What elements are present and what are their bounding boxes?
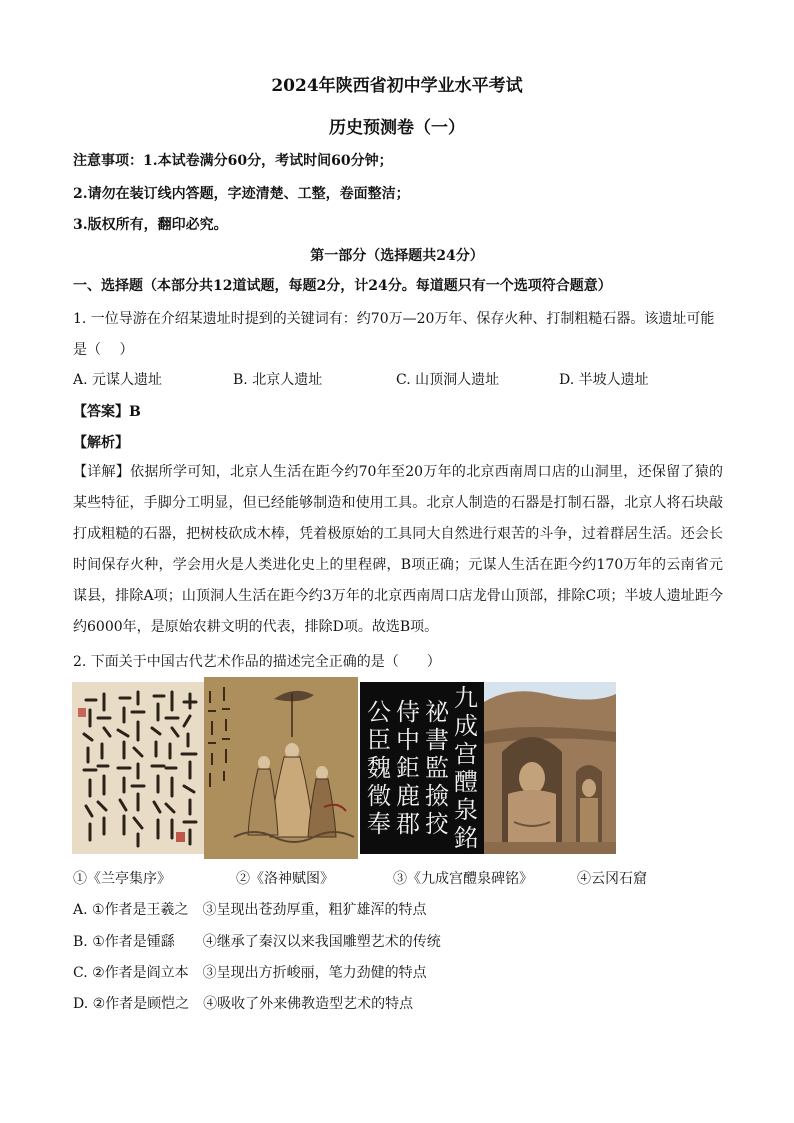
lanting-scroll-art bbox=[72, 682, 204, 854]
q2-stem: 2. 下面关于中国古代艺术作品的描述完全正确的是（ ） bbox=[73, 654, 441, 670]
q2-choice-d: D. ②作者是顾恺之 ④吸收了外来佛教造型艺术的特点 bbox=[73, 996, 414, 1012]
lanting-calligraphy-image bbox=[72, 682, 204, 854]
yungang-grottoes-art bbox=[484, 682, 616, 854]
luoshen-painting-art bbox=[204, 677, 358, 859]
section-heading: 一、选择题（本部分共12道试题，每题2分，计24分。每道题只有一个选项符合题意） bbox=[73, 278, 612, 294]
stele-column-2: 祕書監撿挍 bbox=[425, 698, 449, 838]
jiuchenggong-stele-image bbox=[360, 682, 484, 854]
q1-option-b: B. 北京人遗址 bbox=[233, 372, 323, 388]
q1-option-c: C. 山顶洞人遗址 bbox=[396, 372, 500, 388]
q2-choice-b: B. ①作者是锺繇 ④继承了秦汉以来我国雕塑艺术的传统 bbox=[73, 934, 441, 950]
yungang-grottoes-image bbox=[484, 682, 616, 854]
stele-column-3: 侍中鉅鹿郡 bbox=[396, 698, 420, 838]
caption-3: ③《九成宫醴泉碑铭》 bbox=[393, 871, 533, 887]
stele-column-4: 公臣魏徵奉 bbox=[367, 698, 391, 838]
luoshen-painting-image bbox=[204, 677, 358, 859]
q2-choice-c: C. ②作者是阎立本 ③呈现出方折峻丽，笔力劲健的特点 bbox=[73, 965, 427, 981]
q1-option-a: A. 元谋人遗址 bbox=[73, 372, 163, 388]
q1-detail: 【详解】依据所学可知，北京人生活在距今约70年至20万年的北京西南周口店的山洞里，还保留了猿的某些特征，手脚分工明显，但已经能够制造和使用工具。北京人制造的石器是打制石器，北京人将石块敲打成粗糙的石器，把树枝砍成木棒，凭着极原始的工具同大自然进行艰苦的斗争，过着群居生活。还会长时间保存火种，学会用火是人类进化史上的里程碑，B项正确；元谋人生活在距今约170万年的云南省元谋县，排除A项；山顶洞人生活在距今约3万年的北京西南周口店龙骨山顶部，排除C项；半坡人遗址距今约6000年，是原始农耕文明的代表，排除D项。故选B项。 bbox=[73, 464, 723, 635]
notes-line-3: 3.版权所有，翻印必究。 bbox=[73, 217, 228, 233]
caption-1: ①《兰亭集序》 bbox=[73, 871, 171, 887]
exam-title: 2024年陕西省初中学业水平考试 bbox=[271, 76, 523, 96]
q1-answer: 【答案】B bbox=[73, 404, 141, 420]
notes-line-1: 注意事项：1.本试卷满分60分，考试时间60分钟； bbox=[73, 153, 393, 169]
q1-analysis-label: 【解析】 bbox=[73, 435, 129, 451]
exam-subtitle: 历史预测卷（一） bbox=[329, 118, 465, 138]
part-title: 第一部分（选择题共24分） bbox=[310, 248, 484, 264]
q1-stem-line-1: 1. 一位导游在介绍某遗址时提到的关键词有：约70万—20万年、保存火种、打制粗糙石器。该遗址可能 bbox=[73, 311, 715, 327]
stele-column-1: 九成宫醴泉銘 bbox=[454, 684, 478, 852]
q1-option-d: D. 半坡人遗址 bbox=[559, 372, 649, 388]
notes-line-2: 2.请勿在装订线内答题，字迹清楚、工整，卷面整洁； bbox=[73, 186, 410, 202]
caption-4: ④云冈石窟 bbox=[577, 871, 647, 887]
q1-stem-line-2: 是（ ） bbox=[73, 342, 134, 358]
caption-2: ②《洛神赋图》 bbox=[236, 871, 334, 887]
q2-choice-a: A. ①作者是王羲之 ③呈现出苍劲厚重，粗犷雄浑的特点 bbox=[73, 902, 427, 918]
